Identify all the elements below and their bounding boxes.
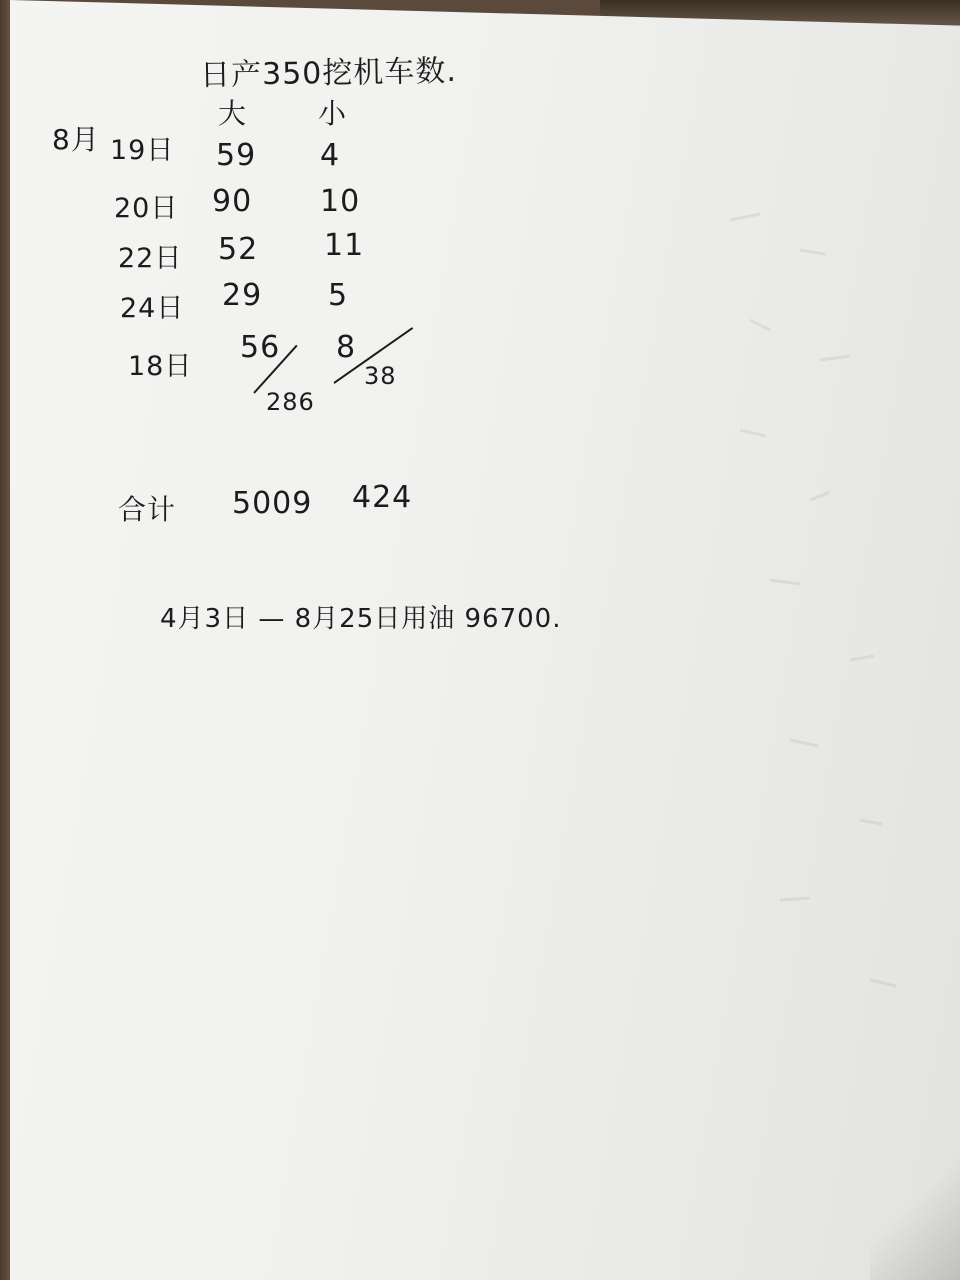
fuel-usage-note: 4月3日 — 8月25日用油 96700. <box>160 604 562 634</box>
row-small-value: 11 <box>324 228 365 263</box>
column-header-big: 大 <box>218 97 248 130</box>
total-big-value: 5009 <box>232 486 313 521</box>
row-big-value: 52 <box>218 232 259 267</box>
total-small-value: 424 <box>352 480 413 515</box>
row-big-value: 90 <box>212 184 253 219</box>
bleed-through-marks <box>710 100 940 1100</box>
paper-shadow <box>870 1150 960 1280</box>
row-big-value: 29 <box>222 278 263 313</box>
row-day: 19日 <box>110 135 175 166</box>
row-small-value: 8 <box>336 330 357 365</box>
row-day: 20日 <box>114 193 179 224</box>
row-small-value: 5 <box>328 278 349 313</box>
total-label: 合计 <box>118 493 177 526</box>
subtotal-small: 38 <box>364 362 397 390</box>
month-label: 8月 <box>52 123 100 156</box>
row-day: 18日 <box>128 351 193 382</box>
subtotal-big: 286 <box>266 388 315 416</box>
row-big-value: 56 <box>240 330 281 365</box>
page-title: 日产350挖机车数. <box>199 53 458 94</box>
row-day: 24日 <box>120 293 185 324</box>
row-big-value: 59 <box>216 138 257 173</box>
column-header-small: 小 <box>318 97 348 130</box>
row-day: 22日 <box>118 243 183 274</box>
row-small-value: 4 <box>320 138 341 173</box>
row-small-value: 10 <box>320 184 361 219</box>
